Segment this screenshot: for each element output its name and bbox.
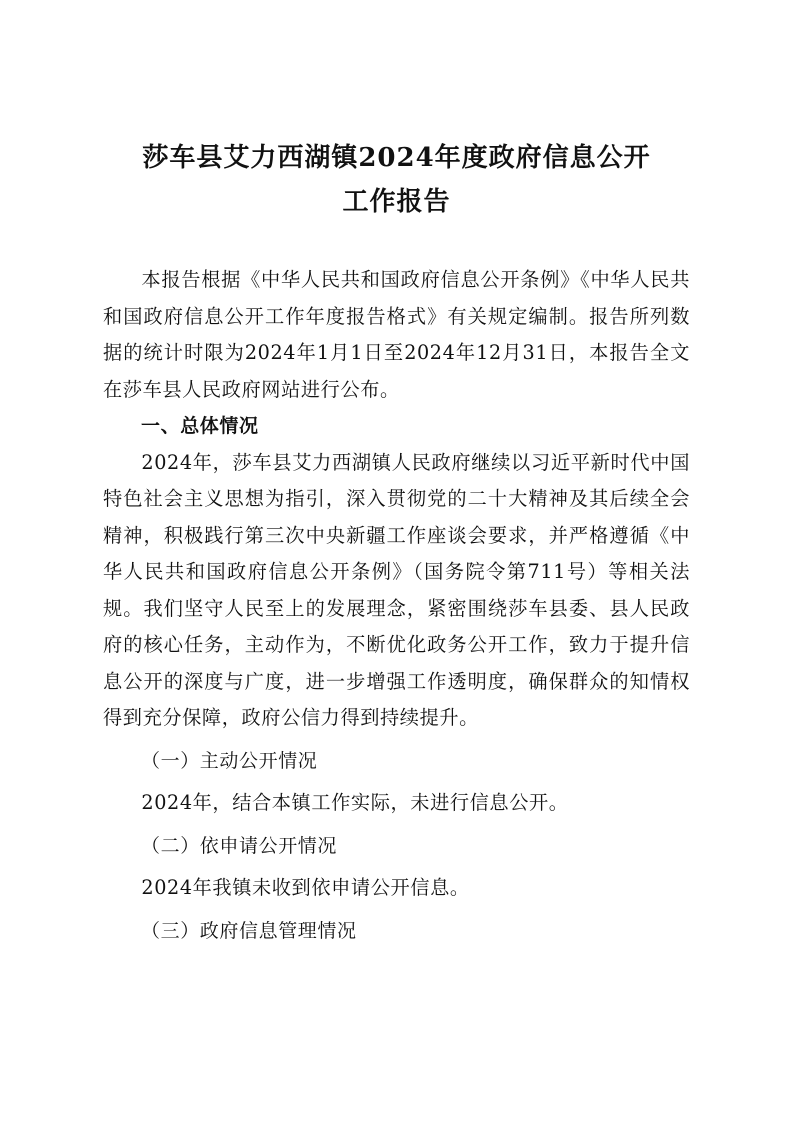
report-title-line-1: 莎车县艾力西湖镇2024年度政府信息公开: [142, 143, 651, 173]
subsection-heading-proactive-disclosure: （一）主动公开情况: [141, 749, 318, 772]
subsection-heading-request-disclosure: （二）依申请公开情况: [141, 834, 338, 857]
intro-paragraph: 本报告根据《中华人民共和国政府信息公开条例》《中华人民共和国政府信息公开工作年度报告格式》有关规定编制。报告所列数据的统计时限为2024年1月1日至2024年12月31日，本报告全文在莎车县人民政府网站进行公布。: [103, 268, 690, 401]
proactive-disclosure-paragraph: 2024年，结合本镇工作实际，未进行信息公开。: [141, 791, 569, 814]
subsection-heading-information-management: （三）政府信息管理情况: [141, 919, 357, 942]
report-title-line-2: 工作报告: [342, 187, 451, 217]
report-body: [103, 262, 690, 949]
overview-paragraph: 2024年，莎车县艾力西湖镇人民政府继续以习近平新时代中国特色社会主义思想为指引，深入贯彻党的二十大精神及其后续全会精神，积极践行第三次中央新疆工作座谈会要求，并严格遵循《中华人民共和国政府信息公开条例》（国务院令第711号）等相关法规。我们坚守人民至上的发展理念，紧密围绕莎车县委、县人民政府的核心任务，主动作为，不断优化政务公开工作，致力于提升信息公开的深度与广度，进一步增强工作透明度，确保群众的知情权得到充分保障，政府公信力得到持续提升。: [103, 450, 690, 729]
request-disclosure-paragraph: 2024年我镇未收到依申请公开信息。: [141, 876, 470, 899]
section-heading-overview: 一、总体情况: [141, 415, 259, 437]
